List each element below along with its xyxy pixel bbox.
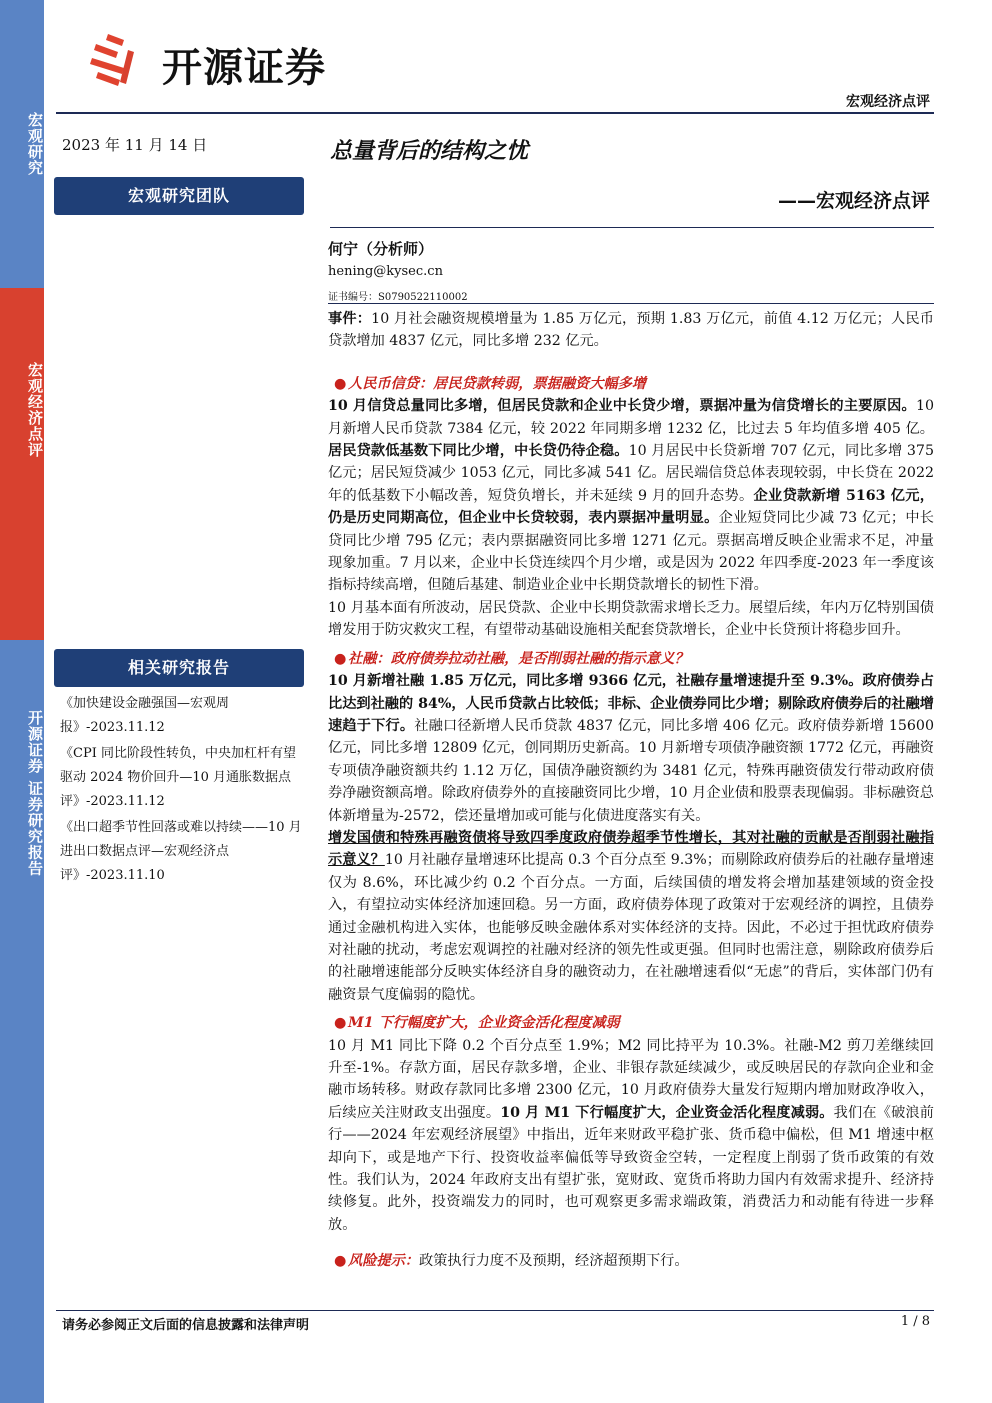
analyst-cert: 证书编号：S0790522110002 <box>328 292 468 303</box>
event-label: 事件： <box>328 311 372 327</box>
header-rule <box>56 112 934 114</box>
credit-paragraph-1 <box>328 395 934 597</box>
bold-text: 10 月 M1 下行幅度扩大，企业资金活化程度减弱。 <box>500 1104 834 1121</box>
section-heading-tsf <box>328 648 934 670</box>
side-strip-red-segment <box>0 288 44 640</box>
bold-text: 10 月新增社融 1.85 万亿元，同比多增 9366 亿元，社融存量增速提升至 9.3%。政府债券占比达到社融的 84%，人民币贷款占比较低；非标、企业债券同比少增；剔除政府债券后的社融增速趋于下行。 <box>328 673 934 734</box>
body-text: 我们在《破浪前行——2024 年宏观经济展望》中指出，近年来财政平稳扩张、货币稳中偏松，但 M1 增速中枢却向下，或是地产下行、投资收益率偏低等导致资金空转，一定程度上削弱了货币政策的有效性。我们认为，2024 年政府支出有望扩张，宽财政、宽货币将助力国内有效需求提升、经济持续修复。此外，投资端发力的同时，也可观察更多需求端政策，消费活力和动能有待进一步释放。 <box>328 1104 934 1233</box>
bullet-icon: ● <box>334 1015 347 1032</box>
analyst-email[interactable]: hening@kysec.cn <box>328 264 443 279</box>
side-label-category: 宏观经济点评 <box>26 362 44 458</box>
bullet-icon: ● <box>334 650 347 667</box>
section-heading-text: 人民币信贷：居民贷款转弱，票据融资大幅多增 <box>348 375 646 392</box>
risk-label-text: 风险提示： <box>348 1253 419 1270</box>
risk-paragraph <box>328 1250 934 1272</box>
title-rule <box>330 227 934 228</box>
risk-label <box>328 1253 419 1269</box>
report-subtitle: ——宏观经济点评 <box>777 190 930 212</box>
report-body <box>328 308 934 1273</box>
related-reports-list <box>60 692 306 890</box>
related-report-item[interactable]: 《CPI 同比阶段性转负，中央加杠杆有望驱动 2024 物价回升—10 月通胀数据点评》-2023.11.12 <box>60 746 296 809</box>
body-text: 企业短贷同比少减 73 亿元；中长贷同比少增 795 亿元；表内票据融资同比多增 1271 亿元。票据高增反映企业需求不足，冲量现象加重。7 月以来，企业中长贷连续四个月少增，或是因为 2022 年四季度-2023 年一季度该指标持续高增，但随后基建、制造业企业中长期贷款增长的韧性下滑。 <box>328 510 934 594</box>
related-report-item[interactable]: 《出口超季节性回落或难以持续——10 月进出口数据点评—宏观经济点评》-2023.11.10 <box>60 820 302 883</box>
tsf-paragraph-1 <box>328 670 934 827</box>
footer-disclaimer[interactable]: 请务必参阅正文后面的信息披露和法律声明 <box>62 1318 310 1333</box>
tsf-paragraph-2 <box>328 827 934 1006</box>
section-heading-text: M1 下行幅度扩大，企业资金活化程度减弱 <box>348 1015 620 1032</box>
analyst-rule <box>328 303 934 304</box>
section-heading-text: 社融：政府债券拉动社融，是否削弱社融的指示意义？ <box>348 650 689 667</box>
section-heading-m1 <box>328 1012 934 1034</box>
risk-text: 政策执行力度不及预期，经济超预期下行。 <box>418 1253 689 1270</box>
event-paragraph <box>328 308 934 353</box>
team-panel-header: 宏观研究团队 <box>54 177 304 215</box>
underlined-text: 增发国债和特殊再融资债将导致四季度政府债券超季节性增长，其对社融的贡献是否削弱社融指示意义？ <box>328 829 934 869</box>
side-label-brand: 开源证券 证券研究报告 <box>26 710 44 877</box>
body-text: 10 月新增人民币贷款 7384 亿元，较 2022 年同期多增 1232 亿，比过去 5 年均值多增 405 亿。 <box>328 398 934 437</box>
brand-name: 开源证券 <box>162 45 326 91</box>
body-text: 10 月 M1 同比下降 0.2 个百分点至 1.9%；M2 同比持平为 10.3%。社融-M2 剪刀差继续回升至-1%。存款方面，居民存款多增，企业、非银存款延续减少，或反映居民的存款向企业和金融市场转移。财政存款同比多增 2300 亿元，10 月政府债券大量发行短期内增加财政净收入，后续应关注财政支出强度。 <box>328 1037 934 1121</box>
bold-text: 居民贷款低基数下同比少增，中长贷仍待企稳。 <box>328 443 629 460</box>
side-label-research: 宏观研究 <box>26 112 44 176</box>
report-title: 总量背后的结构之忧 <box>330 139 529 164</box>
bullet-icon: ● <box>334 375 347 392</box>
body-text: 10 月居民中长贷新增 707 亿元，同比多增 375 亿元；居民短贷减少 1053 亿元，同比多减 541 亿。居民端信贷总体表现较弱，中长贷在 2022 年的低基数下小幅改善，短贷负增长，并未延续 9 月的回升态势。 <box>328 443 934 504</box>
credit-paragraph-2: 10 月基本面有所波动，居民贷款、企业中长期贷款需求增长乏力。展望后续，年内万亿特别国债增发用于防灾救灾工程，有望带动基础设施相关配套贷款增长，企业中长贷预计将稳步回升。 <box>328 599 934 639</box>
brand-logo-icon <box>88 30 148 90</box>
report-date: 2023 年 11 月 14 日 <box>62 136 208 154</box>
header-category: 宏观经济点评 <box>846 94 930 110</box>
side-strip <box>0 0 44 1403</box>
footer-rule <box>56 1310 934 1311</box>
event-text: 10 月社会融资规模增量为 1.85 万亿元，预期 1.83 万亿元，前值 4.12 万亿元；人民币贷款增加 4837 亿元，同比多增 232 亿元。 <box>328 311 934 350</box>
bold-text: 10 月信贷总量同比多增，但居民贷款和企业中长贷少增，票据冲量为信贷增长的主要原因。 <box>328 398 916 415</box>
bullet-icon: ● <box>334 1253 347 1270</box>
m1-paragraph <box>328 1035 934 1237</box>
body-text: 10 月社融存量增速环比提高 0.3 个百分点至 9.3%；而剔除政府债券后的社融存量增速仅为 8.6%，环比减少约 0.2 个百分点。一方面，后续国债的增发将会增加基建领域的资金投入，有望拉动实体经济加速回稳。另一方面，政府债券体现了政策对于宏观经济的调控，且债券通过金融机构进入实体，也能够反映金融体系对实体经济的支持。因此，不必过于担忧政府债券对社融的扰动，考虑宏观调控的社融对经济的领先性或更强。但同时也需注意，剔除政府债券后的社融增速能部分反映实体经济自身的融资动力，在社融增速看似“无虑”的背后，实体部门仍有融资景气度偏弱的隐忧。 <box>328 852 934 1003</box>
bold-text: 企业贷款新增 5163 亿元，仍是历史同期高位，但企业中长贷较弱，表内票据冲量明显。 <box>328 487 934 527</box>
related-report-item[interactable]: 《加快建设金融强国—宏观周报》-2023.11.12 <box>60 696 230 735</box>
body-text: 社融口径新增人民币贷款 4837 亿元，同比多增 406 亿元。政府债券新增 15600 亿元，同比多增 12809 亿元，创同期历史新高。10 月新增专项债净融资额 1772 亿元，再融资专项债净融资额共约 1.12 万亿，国债净融资额约为 3481 亿元，特殊再融资债发行带动政府债券净融资额高增。除政府债券外的直接融资同比少增，10 月企业债和股票表现偏弱。非标融资总体新增量为-2572，偿还量增加或可能与化债进度落实有关。 <box>328 717 934 824</box>
section-heading-credit <box>328 373 934 395</box>
page-number: 1 / 8 <box>900 1314 930 1329</box>
analyst-name: 何宁（分析师） <box>328 240 434 258</box>
related-reports-header: 相关研究报告 <box>54 649 304 687</box>
